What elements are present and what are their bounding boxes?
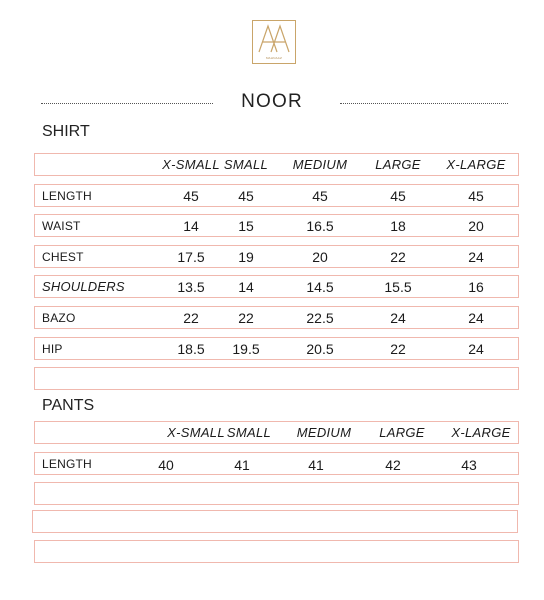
column-header: MEDIUM [296,425,352,440]
table-cell: 45 [183,187,199,204]
shirt-header-row [34,153,519,176]
table-cell: 40 [158,456,174,473]
row-label: LENGTH [42,188,92,203]
table-cell: 22 [390,248,406,265]
brand-logo [252,20,296,64]
pants-header-row [34,421,519,444]
empty-row [34,482,519,505]
table-row [34,452,519,475]
table-cell: 17.5 [177,248,205,265]
table-cell: 43 [461,456,477,473]
table-cell: 42 [385,456,401,473]
table-cell: 15.5 [384,278,412,295]
table-cell: 19 [238,248,254,265]
table-cell: 15 [238,217,254,234]
table-cell: 45 [312,187,328,204]
table-cell: 14 [238,278,254,295]
column-header: SMALL [223,157,269,172]
table-cell: 41 [308,456,324,473]
table-row [34,275,519,298]
table-cell: 18 [390,217,406,234]
logo-caption: MAHNAAZ [265,56,283,60]
table-cell: 45 [468,187,484,204]
column-header: X-SMALL [162,157,220,172]
table-row [34,214,519,237]
column-header: X-SMALL [167,425,225,440]
table-cell: 20 [312,248,328,265]
table-cell: 22 [390,340,406,357]
column-header: LARGE [375,157,421,172]
table-cell: 24 [468,309,484,326]
column-header: X-LARGE [446,157,506,172]
pants-heading: PANTS [42,397,95,414]
title-divider-right [340,103,508,104]
table-row [34,184,519,207]
table-cell: 22.5 [306,309,334,326]
table-row [34,306,519,329]
row-label: WAIST [42,218,81,233]
table-cell: 20 [468,217,484,234]
page-title: NOOR [241,91,303,112]
table-cell: 18.5 [177,340,205,357]
column-header: LARGE [379,425,425,440]
table-cell: 24 [468,248,484,265]
table-cell: 16 [468,278,484,295]
table-cell: 24 [390,309,406,326]
table-cell: 22 [238,309,254,326]
row-label: CHEST [42,249,84,264]
table-cell: 14 [183,217,199,234]
logo-monogram-icon [257,24,291,54]
title-divider-left [41,103,213,104]
table-cell: 45 [238,187,254,204]
column-header: X-LARGE [451,425,511,440]
column-header: SMALL [226,425,272,440]
table-cell: 14.5 [306,278,334,295]
table-cell: 19.5 [232,340,260,357]
table-row [34,337,519,360]
row-label: SHOULDERS [42,279,125,294]
row-label: LENGTH [42,456,92,471]
table-cell: 41 [234,456,250,473]
shirt-heading: SHIRT [42,123,90,140]
row-label: BAZO [42,310,76,325]
row-label: HIP [42,341,63,356]
table-cell: 16.5 [306,217,334,234]
table-cell: 45 [390,187,406,204]
table-cell: 13.5 [177,278,205,295]
table-cell: 22 [183,309,199,326]
empty-row [34,367,519,390]
table-cell: 24 [468,340,484,357]
column-header: MEDIUM [292,157,348,172]
empty-row [34,540,519,563]
table-row [34,245,519,268]
table-cell: 20.5 [306,340,334,357]
empty-row [32,510,518,533]
